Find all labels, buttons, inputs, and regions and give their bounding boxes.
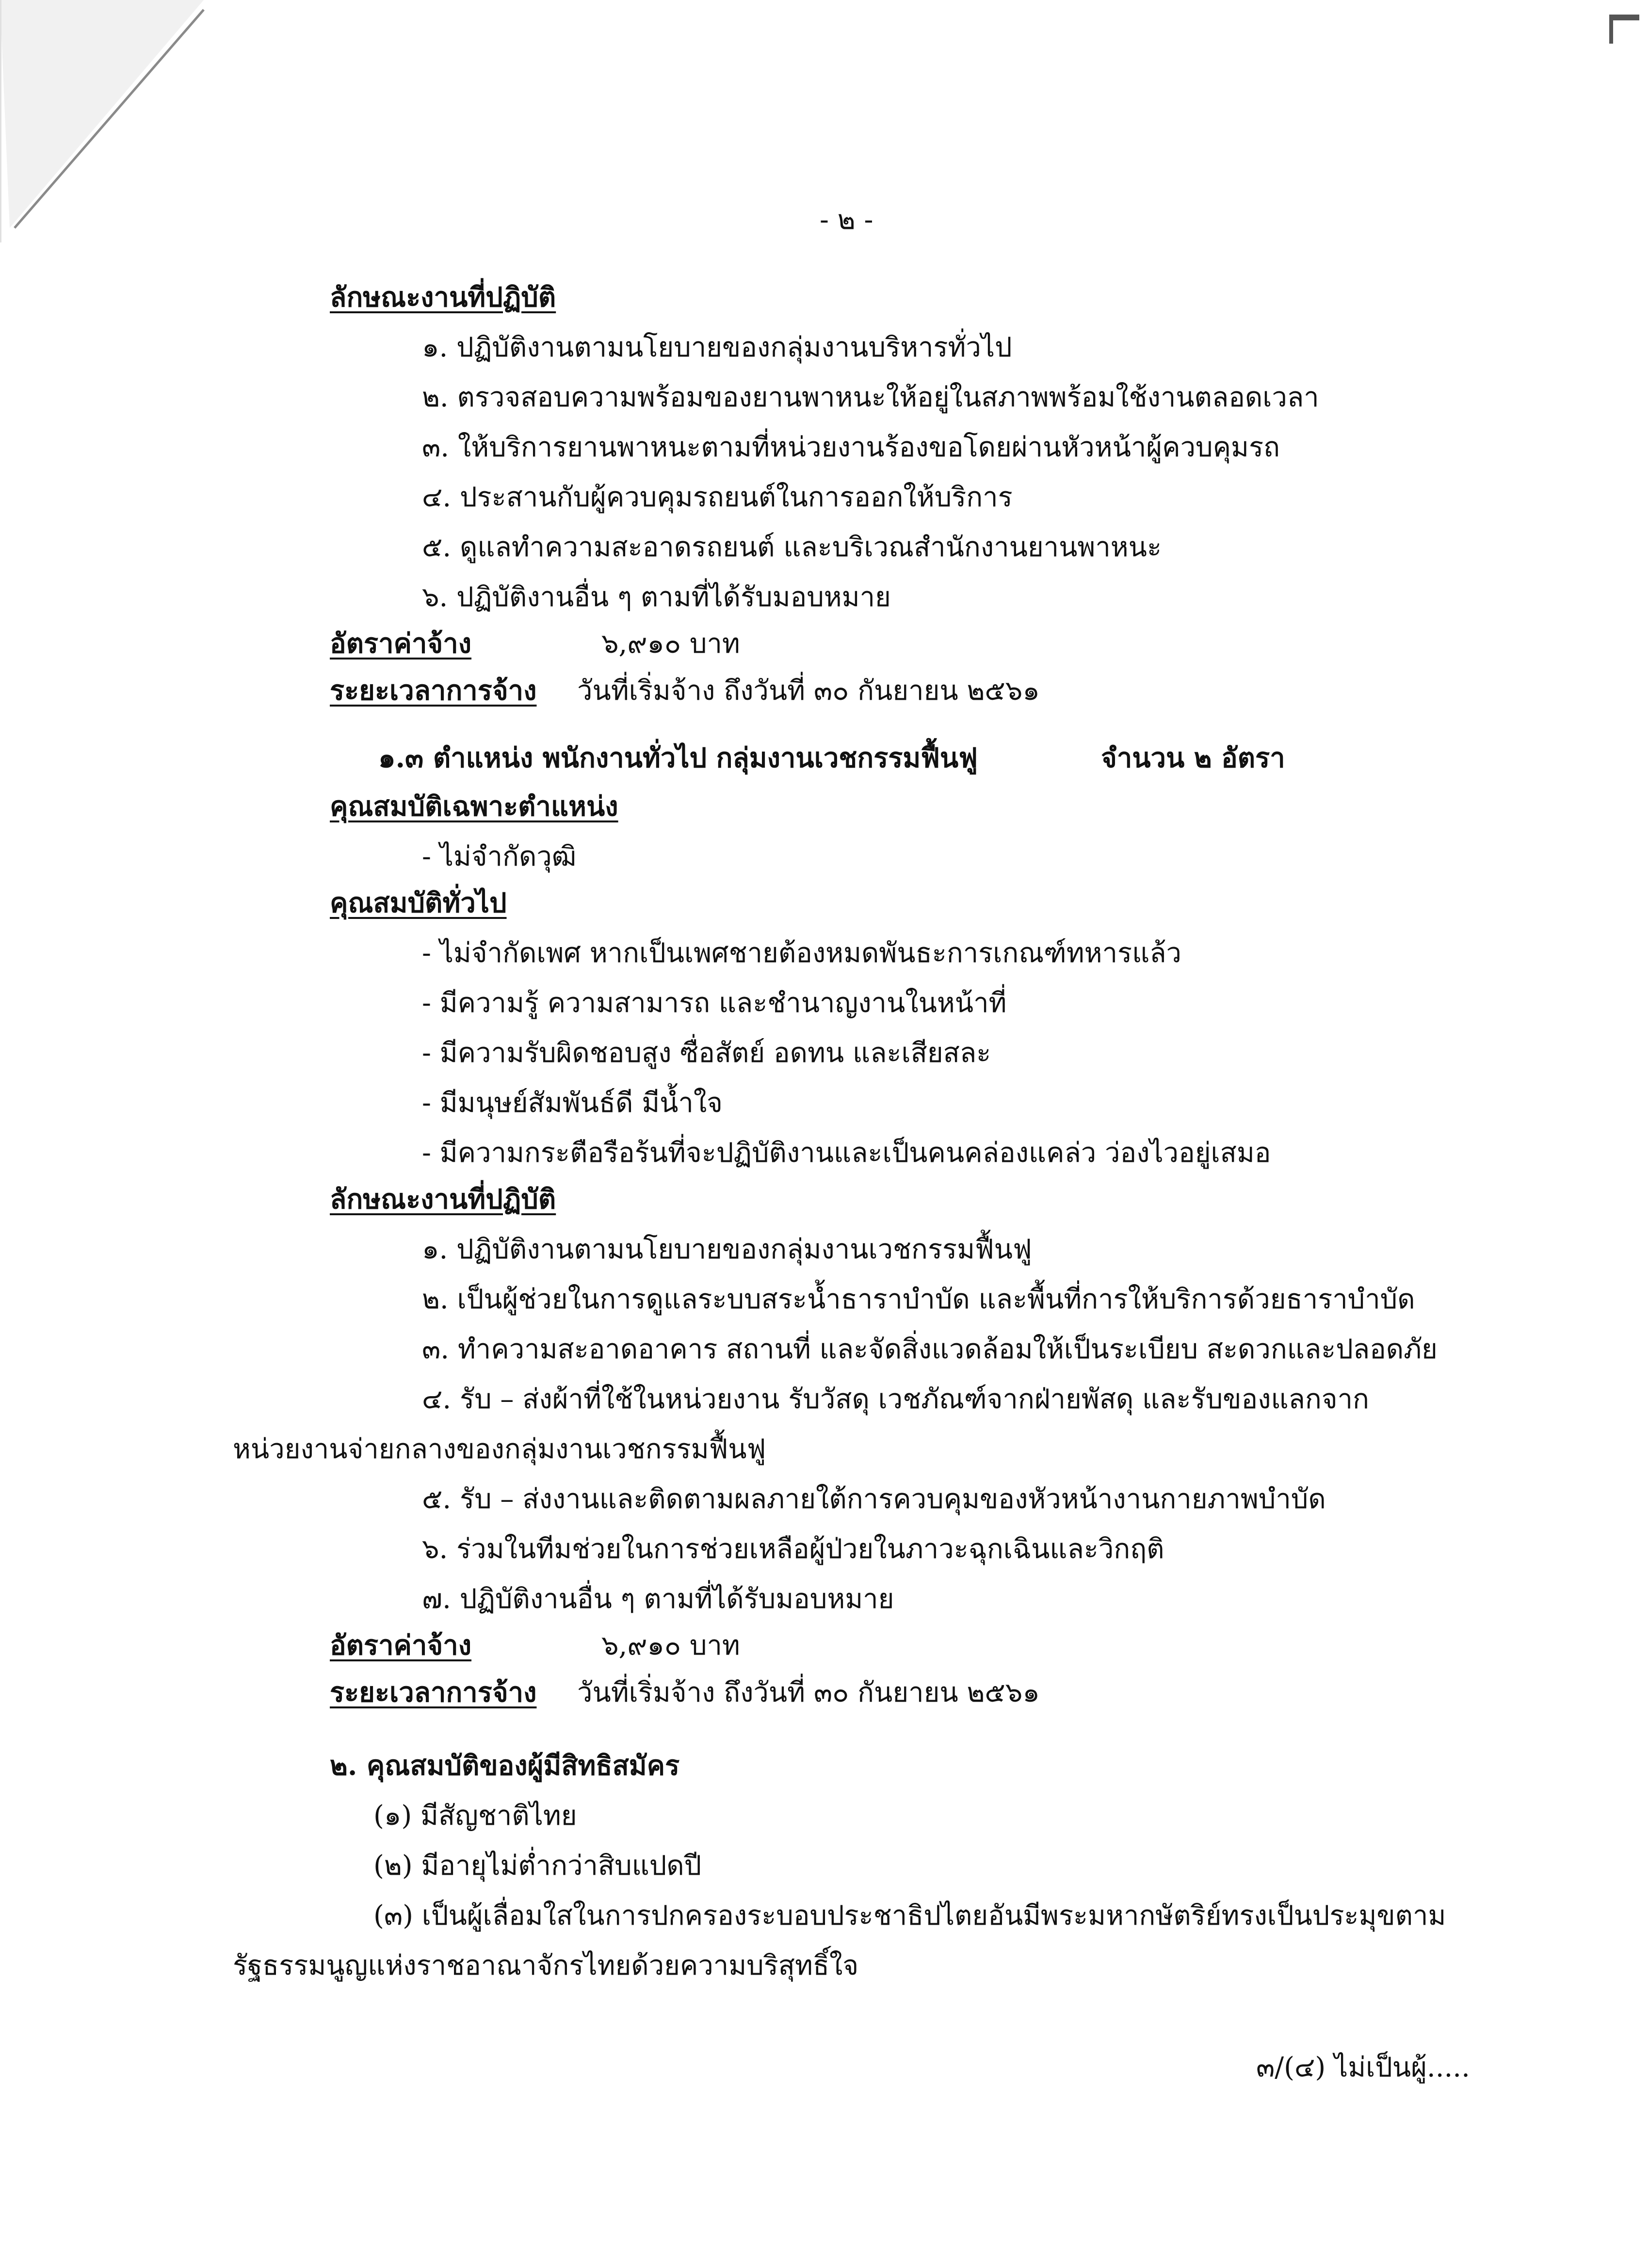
position-count: จำนวน ๒ อัตรา <box>1101 742 1285 774</box>
duties-heading: ลักษณะงานที่ปฏิบัติ <box>330 281 556 313</box>
duty-item: ๖. ร่วมในทีมช่วยในการช่วยเหลือผู้ป่วยในภาวะฉุกเฉินและวิกฤติ <box>422 1533 1164 1565</box>
duty-item: ๖. ปฏิบัติงานอื่น ๆ ตามที่ได้รับมอบหมาย <box>422 581 891 613</box>
period-label: ระยะเวลาการจ้าง <box>330 1676 537 1708</box>
wage-value: ๖,๙๑๐ บาท <box>601 628 740 659</box>
duty-item: ๕. ดูแลทำความสะอาดรถยนต์ และบริเวณสำนักงานยานพาหนะ <box>422 531 1162 563</box>
specific-qualifications-heading: คุณสมบัติเฉพาะตำแหน่ง <box>330 790 618 822</box>
page-number: - ๒ - <box>820 204 873 236</box>
scan-mark <box>1610 15 1639 20</box>
wage-label: อัตราค่าจ้าง <box>330 627 472 659</box>
section-heading: ๒. คุณสมบัติของผู้มีสิทธิสมัคร <box>330 1750 680 1782</box>
eligibility-item: (๑) มีสัญชาติไทย <box>373 1800 577 1832</box>
qualification-item: - มีมนุษย์สัมพันธ์ดี มีน้ำใจ <box>422 1087 723 1119</box>
duty-item: ๓. ทำความสะอาดอาคาร สถานที่ และจัดสิ่งแวดล้อมให้เป็นระเบียบ สะดวกและปลอดภัย <box>422 1334 1438 1365</box>
qualification-item: - มีความรู้ ความสามารถ และชำนาญงานในหน้าที่ <box>422 987 1007 1019</box>
qualification-item: - ไม่จำกัดวุฒิ <box>422 841 577 872</box>
duty-item: ๑. ปฏิบัติงานตามนโยบายของกลุ่มงานบริหารทั่วไป <box>422 332 1012 363</box>
eligibility-item: (๓) เป็นผู้เลื่อมใสในการปกครองระบอบประชาธิปไตยอันมีพระมหากษัตริย์ทรงเป็นประมุขตาม <box>373 1900 1446 1931</box>
qualification-item: - มีความกระตือรือร้นที่จะปฏิบัติงานและเป็นคนคล่องแคล่ว ว่องไวอยู่เสมอ <box>422 1137 1271 1169</box>
qualification-item: - มีความรับผิดชอบสูง ซื่อสัตย์ อดทน และเสียสละ <box>422 1037 991 1069</box>
duty-item: ๒. เป็นผู้ช่วยในการดูแลระบบสระน้ำธาราบำบัด และพื้นที่การให้บริการด้วยธาราบำบัด <box>422 1284 1415 1315</box>
wage-value: ๖,๙๑๐ บาท <box>601 1630 740 1661</box>
period-value: วันที่เริ่มจ้าง ถึงวันที่ ๓๐ กันยายน ๒๕๖๑ <box>577 1677 1040 1708</box>
wage-label: อัตราค่าจ้าง <box>330 1629 472 1661</box>
duty-item: ๔. ประสานกับผู้ควบคุมรถยนต์ในการออกให้บริการ <box>422 482 1013 513</box>
position-title: ๑.๓ ตำแหน่ง พนักงานทั่วไป กลุ่มงานเวชกรรมฟื้นฟู <box>378 742 978 774</box>
period-value: วันที่เริ่มจ้าง ถึงวันที่ ๓๐ กันยายน ๒๕๖๑ <box>577 675 1040 707</box>
period-label: ระยะเวลาการจ้าง <box>330 675 537 707</box>
folded-corner-shadow <box>0 0 213 242</box>
general-qualifications-heading: คุณสมบัติทั่วไป <box>330 887 507 919</box>
duty-item-continuation: หน่วยงานจ่ายกลางของกลุ่มงานเวชกรรมฟื้นฟู <box>233 1433 766 1465</box>
qualification-item: - ไม่จำกัดเพศ หากเป็นเพศชายต้องหมดพันธะการเกณฑ์ทหารแล้ว <box>422 937 1181 969</box>
duty-item: ๒. ตรวจสอบความพร้อมของยานพาหนะให้อยู่ในสภาพพร้อมใช้งานตลอดเวลา <box>422 382 1319 413</box>
duty-item: ๑. ปฏิบัติงานตามนโยบายของกลุ่มงานเวชกรรมฟื้นฟู <box>422 1234 1032 1265</box>
duty-item: ๓. ให้บริการยานพาหนะตามที่หน่วยงานร้องขอโดยผ่านหัวหน้าผู้ควบคุมรถ <box>422 432 1280 463</box>
eligibility-item: (๒) มีอายุไม่ต่ำกว่าสิบแปดปี <box>373 1850 702 1882</box>
continuation-marker: ๓/(๔) ไม่เป็นผู้..... <box>1256 2052 1470 2083</box>
duty-item: ๔. รับ – ส่งผ้าที่ใช้ในหน่วยงาน รับวัสดุ เวชภัณฑ์จากฝ่ายพัสดุ และรับของแลกจาก <box>422 1383 1369 1415</box>
eligibility-item-continuation: รัฐธรรมนูญแห่งราชอาณาจักรไทยด้วยความบริสุทธิ์ใจ <box>233 1950 859 1981</box>
scan-mark-vertical <box>1609 15 1613 44</box>
duty-item: ๗. ปฏิบัติงานอื่น ๆ ตามที่ได้รับมอบหมาย <box>422 1583 894 1615</box>
duties-heading: ลักษณะงานที่ปฏิบัติ <box>330 1183 556 1215</box>
duty-item: ๕. รับ – ส่งงานและติดตามผลภายใต้การควบคุมของหัวหน้างานกายภาพบำบัด <box>422 1483 1326 1515</box>
